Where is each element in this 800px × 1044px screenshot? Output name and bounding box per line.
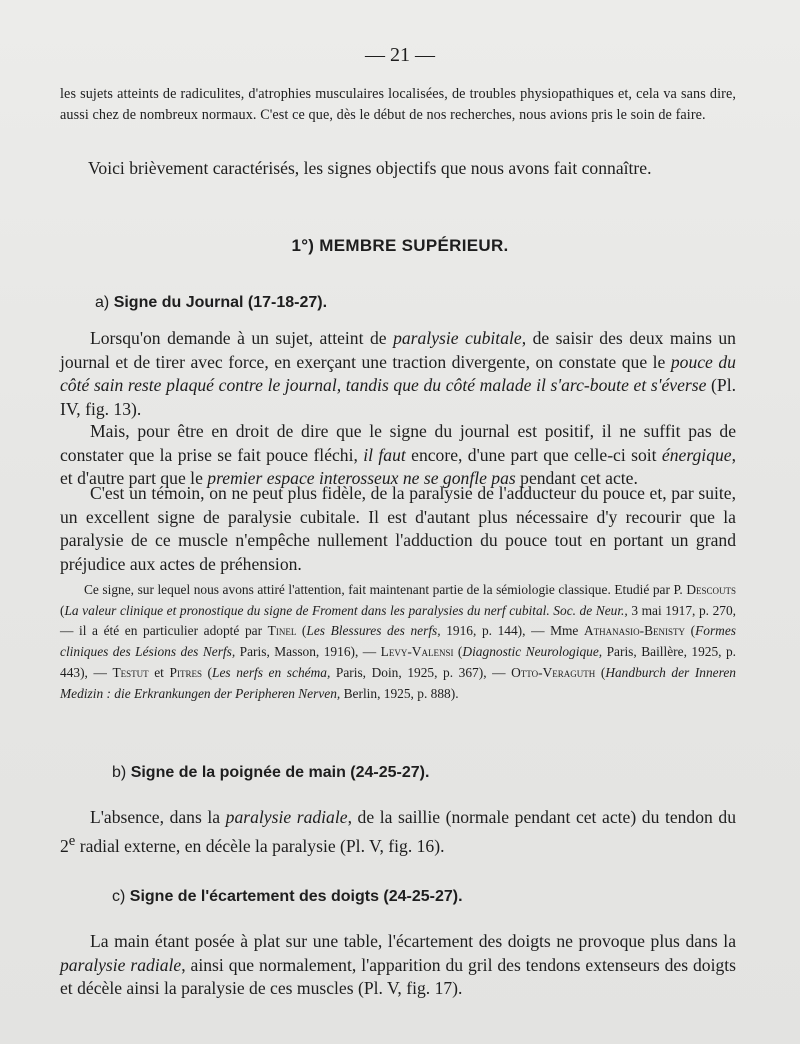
note-title: Les Blessures des nerfs, bbox=[306, 623, 441, 639]
note-text: ( bbox=[453, 644, 463, 660]
paragraph-a1-italic: pouce du côté sain reste plaqué contre le journal, tandis que du côté malade il s'arc-boute et s'éverse bbox=[60, 351, 736, 396]
paragraph-a3: C'est un témoin, on ne peut plus fidèle, de la paralysie de l'adducteur du pouce et, par suite, un excellent signe de paralysie cubitale. Il est d'autant plus nécessaire d'y recourir que la paralysie de ce muscle n'empêche nullement l'adduction du pouce tout en portant un grand préjudice aux actes de préhension. bbox=[60, 483, 736, 574]
note-author: Athanasio-Benisty bbox=[583, 623, 686, 639]
paragraph-b-text: , de la saillie (normale pendant cet acte) du tendon du 2 bbox=[60, 807, 736, 856]
note-text: 3 mai 1917, p. 270, — il a été en particulier adopté par bbox=[60, 602, 737, 639]
paragraph-a1-text: (Pl. IV, fig. 13). bbox=[60, 375, 736, 419]
paragraph-a1-italic: paralysie cubitale bbox=[393, 328, 522, 348]
note-text: Paris, Doin, 1925, p. 367), — bbox=[330, 664, 512, 680]
note-text: Paris, Baillère, 1925, p. 443), — bbox=[60, 644, 737, 680]
paragraph-a2-text: encore, d'une part que celle-ci soit bbox=[405, 444, 662, 465]
paragraph-c bbox=[60, 930, 736, 1001]
intro-paragraph bbox=[60, 84, 736, 126]
paragraph-a2-text: , et d'autre part que le bbox=[60, 444, 737, 489]
note-text: ( bbox=[60, 602, 65, 618]
summary-paragraph: Voici brièvement caractérisés, les signes objectifs que nous avons fait connaître. bbox=[88, 158, 652, 178]
note-text: Berlin, 1925, p. 888). bbox=[340, 685, 459, 701]
note-author: Pitres bbox=[169, 664, 202, 680]
paragraph-b-superscript: e bbox=[68, 832, 76, 849]
paragraph-b-text: L'absence, dans la bbox=[90, 807, 226, 827]
note-text: et bbox=[148, 664, 170, 680]
note-text: 1916, p. 144), — Mme bbox=[440, 623, 584, 639]
paragraph-a1-text: Lorsqu'on demande à un sujet, atteint de bbox=[90, 328, 394, 348]
footnote-paragraph bbox=[60, 580, 736, 704]
paragraph-c-text: La main étant posée à plat sur une table, l'écartement des doigts ne provoque plus dans la bbox=[90, 931, 736, 951]
subheading-c bbox=[112, 888, 463, 906]
subheading-c-title: Signe de l'écartement des doigts (24-25-27). bbox=[129, 888, 463, 905]
note-text: Paris, Masson, 1916), — bbox=[235, 644, 381, 660]
note-author: Testut bbox=[112, 664, 149, 680]
note-author: Descouts bbox=[686, 582, 736, 597]
note-title: Handburch der Inneren Medizin : die Erkrankungen der Peripheren Nerven, bbox=[60, 664, 736, 701]
note-text: ( bbox=[296, 623, 307, 639]
page-number: — 21 — bbox=[365, 44, 435, 66]
subheading-c-letter: c) bbox=[112, 888, 126, 905]
paragraph-a2 bbox=[60, 420, 736, 491]
note-author: Levy-Valensi bbox=[380, 644, 454, 660]
paragraph-b-text: radial externe, en décèle la paralysie (Pl. V, fig. 16). bbox=[75, 835, 445, 856]
paragraph-a2-italic: premier espace interosseux ne se gonfle pas bbox=[207, 468, 516, 489]
subheading-b-title: Signe de la poignée de main (24-25-27). bbox=[130, 764, 430, 781]
subheading-a-title: Signe du Journal (17-18-27). bbox=[113, 294, 328, 311]
paragraph-c-text: , ainsi que normalement, l'apparition du gril des tendons extenseurs des doigts et décèle ainsi la paralysie de ces muscles (Pl. V, fig. 17). bbox=[60, 954, 736, 999]
section-heading: 1°) MEMBRE SUPÉRIEUR. bbox=[291, 236, 509, 255]
subheading-a bbox=[95, 294, 327, 312]
note-text: ( bbox=[595, 664, 606, 680]
paragraph-a1-text: , de saisir des deux mains un journal et de tirer avec force, en exerçant une traction divergente, on constate que le bbox=[60, 328, 736, 372]
note-title: Formes cliniques des Lésions des Nerfs, bbox=[60, 623, 736, 660]
note-text: ( bbox=[201, 664, 212, 680]
paragraph-a2-italic: énergique bbox=[661, 444, 732, 465]
paragraph-a2-text: pendant cet acte. bbox=[515, 468, 638, 489]
paragraph-c-italic: paralysie radiale bbox=[60, 954, 182, 975]
note-author: Otto-Veraguth bbox=[511, 664, 596, 680]
note-title: Les nerfs en schéma, bbox=[212, 664, 331, 680]
subheading-b bbox=[112, 764, 429, 782]
paragraph-a1 bbox=[60, 327, 736, 421]
intro-text: les sujets atteints de radiculites, d'atrophies musculaires localisées, de troubles physiopathiques et, cela va sans dire, aussi chez de nombreux normaux. C'est ce que, dès le début de nos recherches, nous avions pris le soin de faire. bbox=[60, 86, 736, 123]
subheading-a-letter: a) bbox=[95, 294, 110, 311]
paragraph-a2-italic: il faut bbox=[363, 444, 406, 465]
subheading-b-letter: b) bbox=[112, 764, 127, 781]
note-text: ( bbox=[685, 623, 696, 639]
note-title: La valeur clinique et pronostique du signe de Froment dans les paralysies du nerf cubital. Soc. de Neur., bbox=[64, 602, 628, 618]
paragraph-b bbox=[60, 806, 736, 858]
paragraph-a2-text: Mais, pour être en droit de dire que le signe du journal est positif, il ne suffit pas de constater que la prise se fait pouce fléchi, bbox=[60, 421, 736, 465]
note-text: Ce signe, sur lequel nous avons attiré l'attention, fait maintenant partie de la sémiologie classique. Etudié par P. bbox=[84, 582, 687, 597]
paragraph-b-italic: paralysie radiale bbox=[225, 807, 348, 827]
note-author: Tinel bbox=[267, 623, 297, 639]
note-title: Diagnostic Neurologique, bbox=[462, 644, 603, 660]
